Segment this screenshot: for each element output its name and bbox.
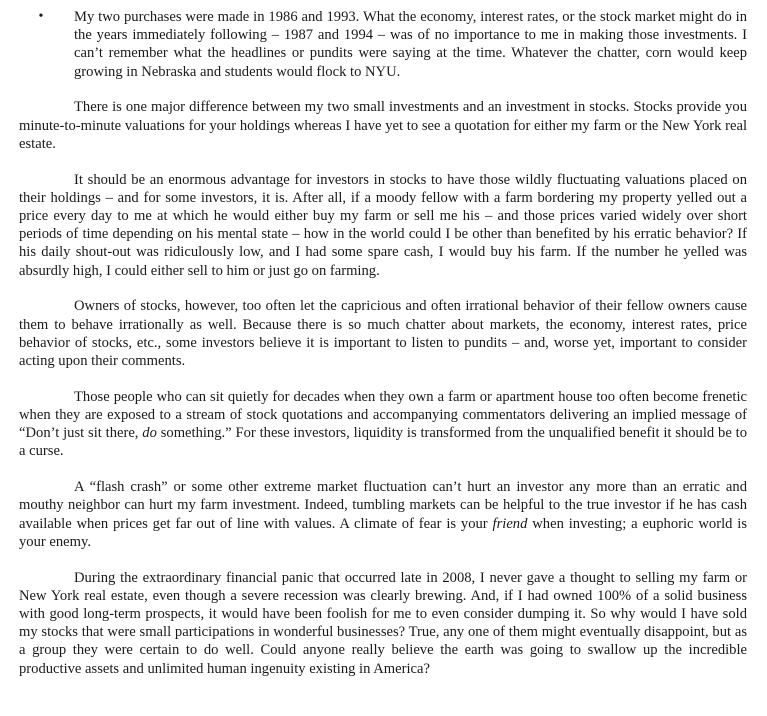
text-segment: when investing; a euphoric world is your enemy. <box>19 515 747 550</box>
text-segment: A “flash crash” or some other extreme market fluctuation can’t hurt an investor any more than an erratic and mouthy neighbor can hurt my farm investment. Indeed, tumbling markets can be helpful to the true investor if he has cash available when prices get far out of line with values. A climate of fear is your <box>19 479 747 532</box>
bullet-text: My two purchases were made in 1986 and 1993. What the economy, interest rates, or the stock market might do in the years immediately following – 1987 and 1994 – was of no importance to me in making those investments. I can’t remember what the headlines or pundits were saying at the time. Whatever the chatter, corn would keep growing in Nebraska and students would flock to NYU. <box>74 9 747 80</box>
paragraph-liquidity-curse <box>19 388 747 461</box>
text-segment: something.” For these investors, liquidity is transformed from the unqualified benefit it should be to a curse. <box>19 425 747 460</box>
bullet-paragraph <box>19 8 747 81</box>
text-segment: Those people who can sit quietly for decades when they own a farm or apartment house too often become frenetic when they are exposed to a stream of stock quotations and accompanying commentators delivering an implied message of “Don’t just sit there, <box>19 388 747 442</box>
emphasis-text: do <box>142 425 157 442</box>
paragraph-moody-neighbor: It should be an enormous advantage for investors in stocks to have those wildly fluctuating valuations placed on their holdings – and for some investors, it is. After all, if a moody fellow with a farm bordering my property yelled out a price every day to me at which he would either buy my farm or sell me his – and those prices varied widely over short periods of time depending on his mental state – how in the world could I be other than benefited by his erratic behavior? If his daily shout-out was ridiculously low, and I had some spare cash, I would buy his farm. If the number he yelled was absurdly high, I could either sell to him or just go on farming. <box>19 171 747 279</box>
bullet-marker: • <box>38 9 44 24</box>
paragraph-flash-crash <box>19 478 747 551</box>
paragraph-financial-panic-2008: During the extraordinary financial panic that occurred late in 2008, I never gave a thought to selling my farm or New York real estate, even though a severe recession was clearly brewing. And, if I had owned 100% of a solid business with good long-term prospects, it would have been foolish for me to even consider dumping it. So why would I have sold my stocks that were small participations in wonderful businesses? True, any one of them might eventually disappoint, but as a group they were certain to do well. Could anyone really believe the earth was going to swallow up the incredible productive assets and unlimited human ingenuity existing in America? <box>19 569 747 677</box>
paragraph-stock-valuations: There is one major difference between my two small investments and an investment in stocks. Stocks provide you minute-to-minute valuations for your holdings whereas I have yet to see a quotation for either my farm or the New York real estate. <box>19 99 747 152</box>
emphasis-text: friend <box>492 515 528 532</box>
paragraph-irrational-owners: Owners of stocks, however, too often let the capricious and often irrational behavior of their fellow owners cause them to behave irrationally as well. Because there is so much chatter about markets, the economy, interest rates, price behavior of stocks, etc., some investors believe it is important to listen to pundits – and, worse yet, important to consider acting upon their comments. <box>19 298 747 370</box>
